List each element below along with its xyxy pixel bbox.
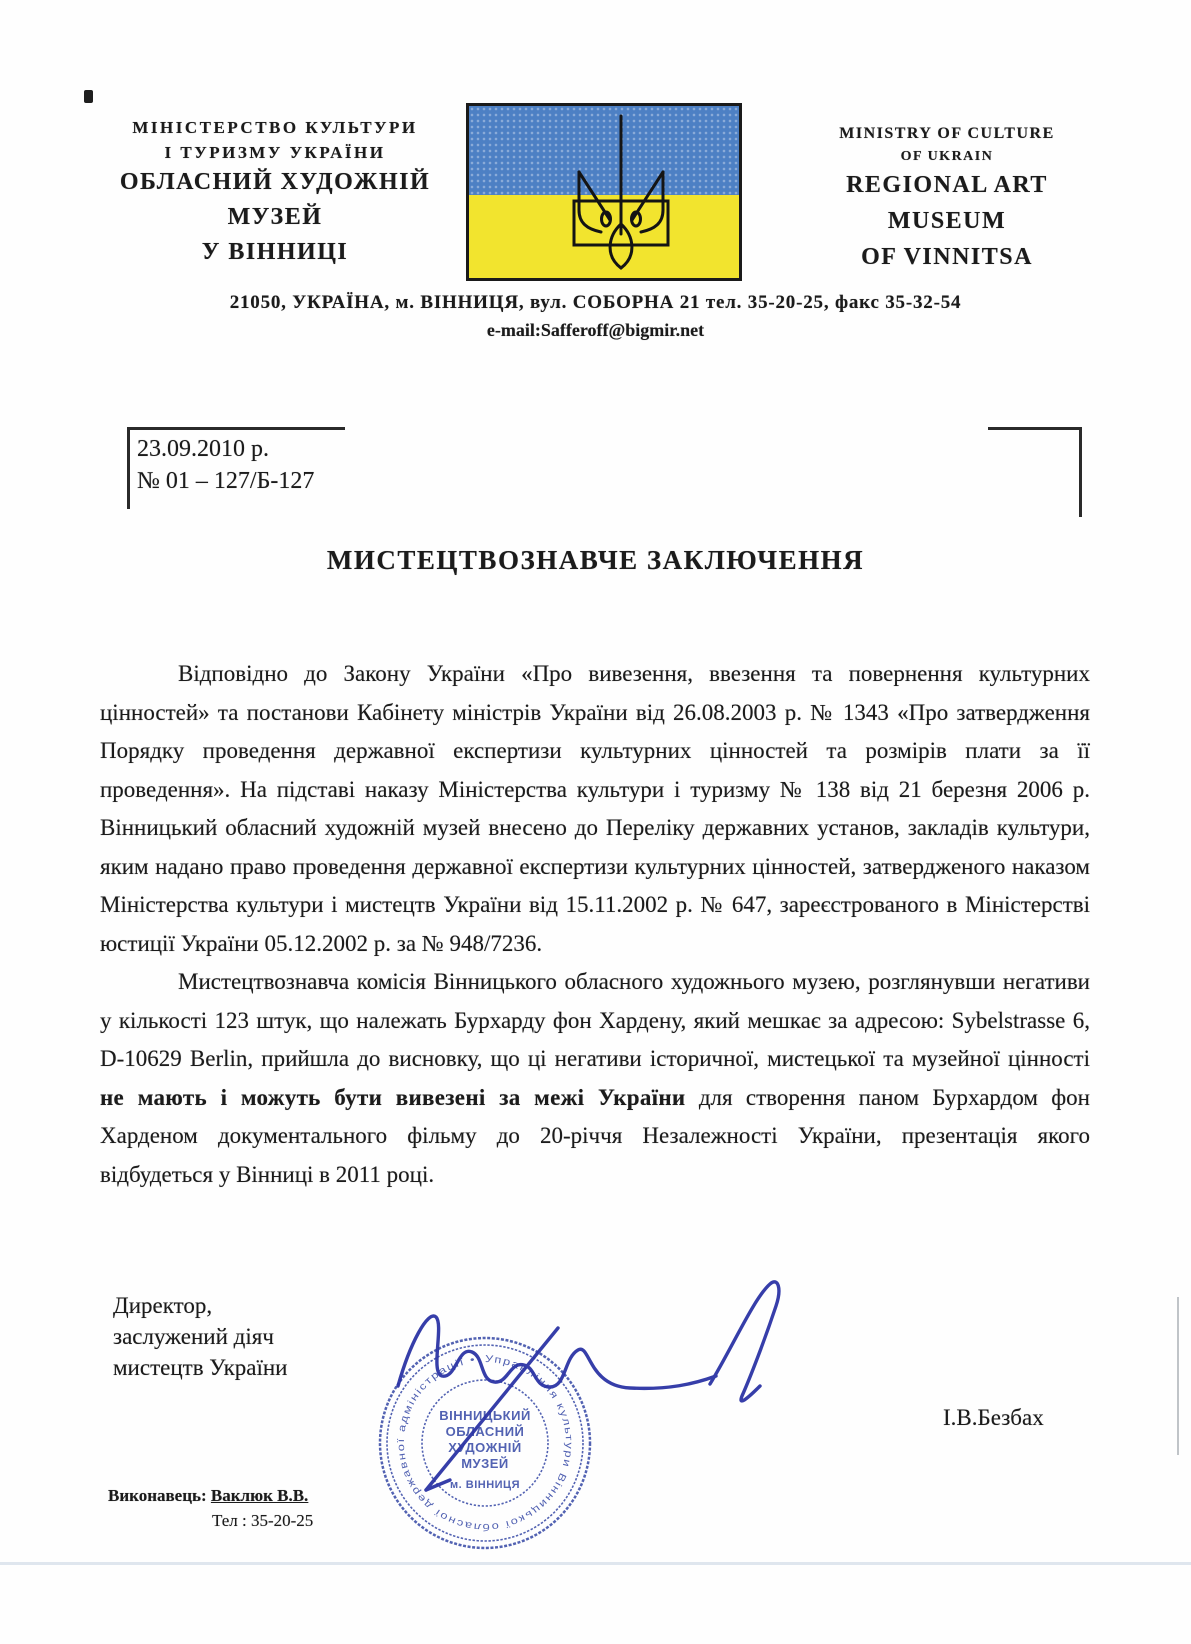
stamp-center-line5: м. ВІННИЦЯ xyxy=(450,1479,520,1491)
document-date: 23.09.2010 р. xyxy=(137,436,269,462)
scan-artifact-vertical-line xyxy=(1177,1297,1179,1455)
ministry-line2-en: OF UKRAIN xyxy=(900,149,994,164)
ukraine-flag-emblem xyxy=(466,103,742,281)
museum-city-ua: У ВІННИЦІ xyxy=(201,238,349,265)
executor-label: Виконавець: xyxy=(108,1486,211,1505)
museum-city-en: OF VINNITSA xyxy=(861,244,1033,270)
museum-name-ua: ОБЛАСНИЙ ХУДОЖНІЙ xyxy=(119,169,431,196)
stamp-ring-text: Управління культури Вінницької обласної державної адміністрації • xyxy=(395,1353,575,1533)
email-line: e-mail:Safferoff@bigmir.net xyxy=(486,320,705,340)
signer-name: І.В.Безбах xyxy=(943,1405,1044,1430)
ministry-line2-ua: І ТУРИЗМУ УКРАЇНИ xyxy=(164,142,386,162)
signer-position xyxy=(113,1290,287,1383)
signer-position-line3: мистецтв України xyxy=(113,1355,288,1380)
letterhead-left xyxy=(100,116,450,270)
document-body xyxy=(100,655,1090,1194)
ref-bracket-right-vertical xyxy=(1079,427,1082,517)
signer-position-line2: заслужений діяч xyxy=(113,1324,274,1349)
conclusion-text-end: для створення паном Бурхардом фон Харденом документального фільму до 20-річчя Незалежності України, презентація якого відбудеться у Вінниці в 2011 році. xyxy=(100,1084,1090,1187)
stamp-center-line4: МУЗЕЙ xyxy=(461,1456,509,1471)
executor-name: Ваклюк В.В. xyxy=(210,1486,309,1505)
stamp-center-line1: ВІННИЦЬКИЙ xyxy=(439,1408,531,1423)
scan-artifact-speck xyxy=(84,90,93,103)
ref-bracket-left-horizontal xyxy=(127,427,345,430)
document-number: № 01 – 127/Б-127 xyxy=(137,468,315,494)
paragraph-legal-basis: Відповідно до Закону України «Про вивезення, ввезення та повернення культурних цінностей» та постанови Кабінету міністрів України від 26.08.2003 р. № 1343 «Про затвердження Порядку проведення державної експертизи культурних цінностей та розмірів плати за її проведення». На підставі наказу Міністерства культури і туризму № 138 від 21 березня 2006 р. Вінницький обласний художній музей внесено до Переліку державних установ, закладів культури, яким надано право проведення державної експертизи культурних цінностей, затвердженого наказом Міністерства культури і мистецтв України від 15.11.2002 р. № 647, зареєстрованого в Міністерстві юстиції України 05.12.2002 р. за № 948/7236. xyxy=(100,661,1090,956)
address-line: 21050, УКРАЇНА, м. ВІННИЦЯ, вул. СОБОРНА 21 тел. 35-20-25, факс 35-32-54 xyxy=(229,292,962,313)
ref-bracket-right-horizontal xyxy=(988,427,1082,430)
executor-phone: Тел : 35-20-25 xyxy=(212,1511,314,1530)
ministry-line-en: MINISTRY OF CULTURE xyxy=(839,125,1055,142)
ministry-line-ua: МІНІСТЕРСТВО КУЛЬТУРИ xyxy=(132,118,418,137)
conclusion-text-start: Мистецтвознавча комісія Вінницького обласного художнього музею, розглянувши негативи у кількості 123 штук, що належать Бурхарду фон Хардену, який мешкає за адресою: Sybelstrasse 6, D-10629 Berlin, прийшла до висновку, що ці негативи історичної, мистецької та музейної цінності xyxy=(100,969,1090,1071)
director-signature-ink xyxy=(378,1268,808,1513)
document-title: МИСТЕЦТВОЗНАВЧЕ ЗАКЛЮЧЕННЯ xyxy=(326,545,865,575)
stamp-center-line3: ХУДОЖНІЙ xyxy=(448,1440,522,1455)
museum-name-en: REGIONAL ART xyxy=(846,172,1048,198)
museum-name2-en: MUSEUM xyxy=(887,208,1007,234)
conclusion-text-bold: не мають і можуть бути вивезені за межі України xyxy=(100,1084,686,1110)
stamp-center-line2: ОБЛАСНИЙ xyxy=(445,1424,525,1439)
ref-bracket-left-vertical xyxy=(127,427,130,509)
letterhead-right xyxy=(762,122,1132,275)
executor-note xyxy=(108,1483,313,1533)
museum-name2-ua: МУЗЕЙ xyxy=(227,204,323,231)
scan-artifact-bottom-line xyxy=(0,1562,1191,1565)
signer-position-line1: Директор, xyxy=(113,1293,213,1318)
trident-icon xyxy=(469,106,739,278)
paragraph-conclusion xyxy=(100,963,1090,1194)
